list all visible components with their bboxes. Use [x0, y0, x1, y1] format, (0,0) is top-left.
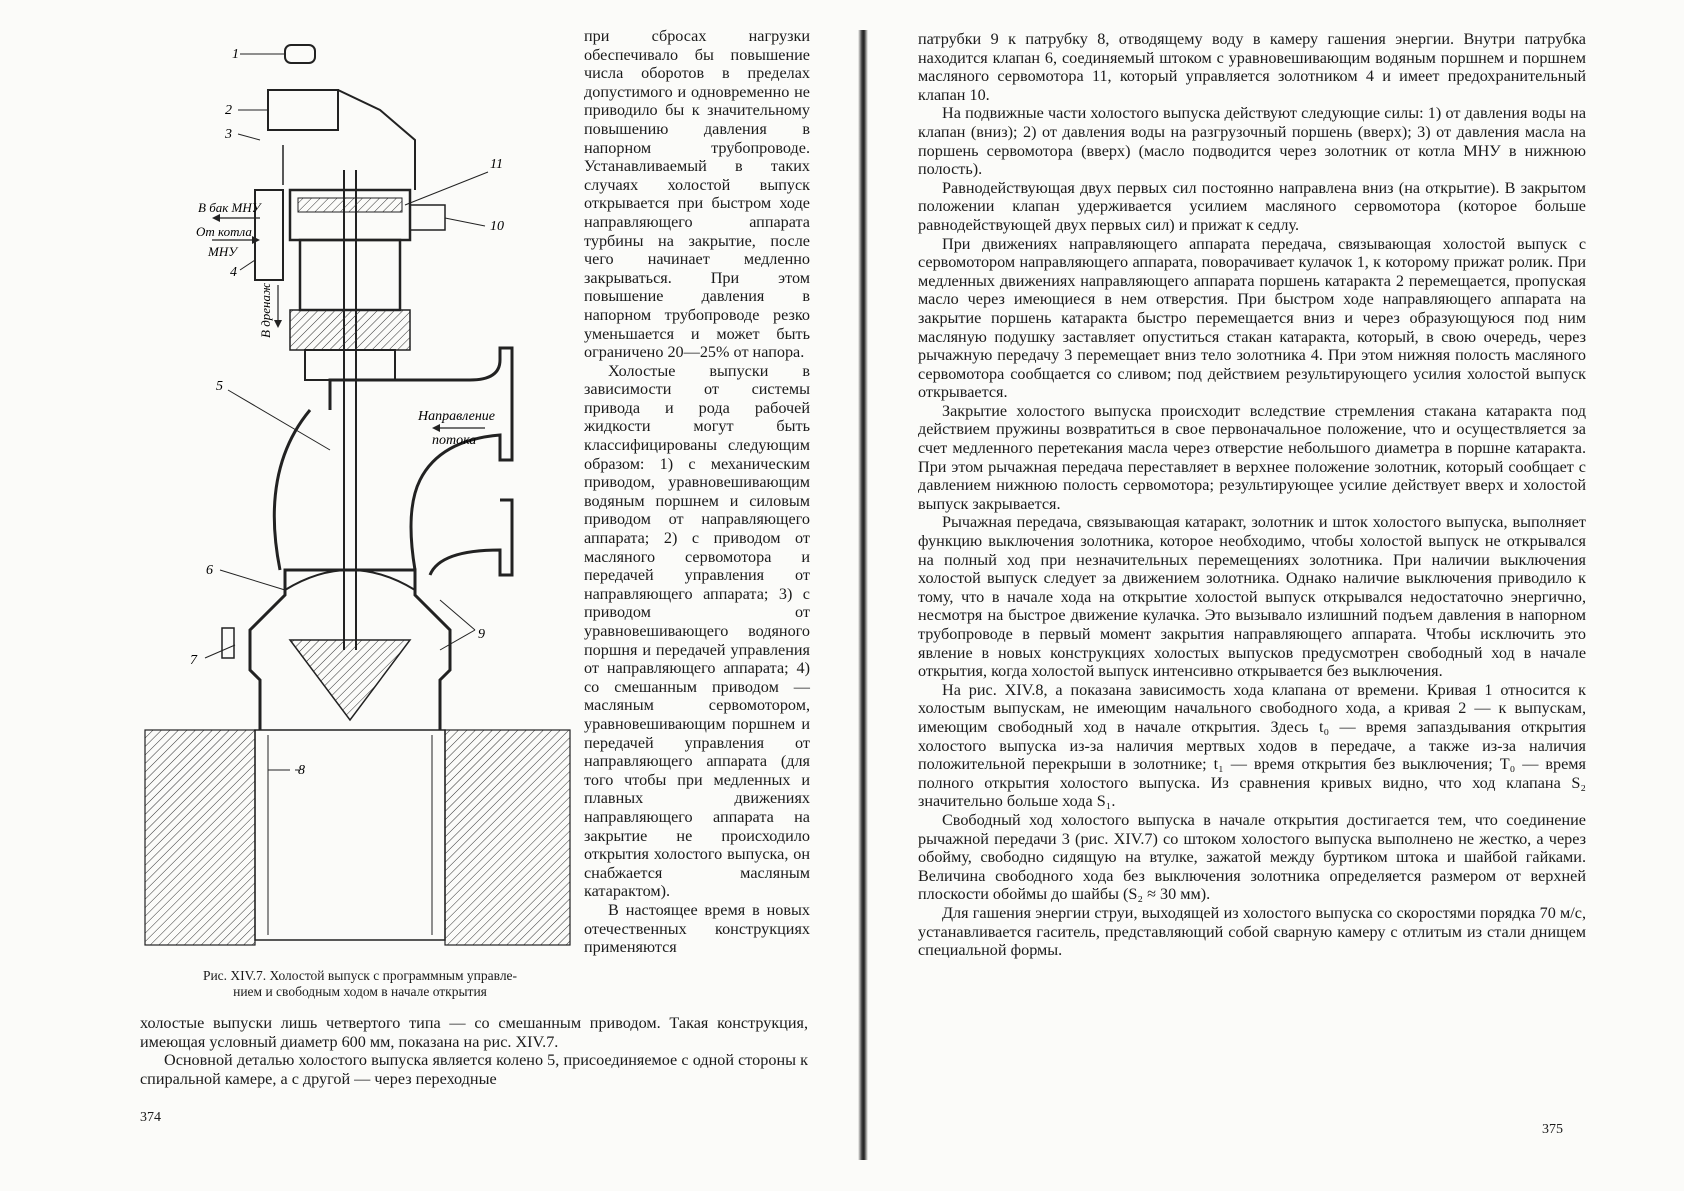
label-7: 7 — [190, 653, 197, 668]
bottom-paragraph-2: Основной деталью холостого выпуска является колено 5, присоединяемое с одной стороны к спиральной камере, а с другой — через переходные — [140, 1051, 808, 1088]
bottom-paragraph-1: холостые выпуски лишь четвертого типа — со смешанным приводом. Такая конструкция, имеющая условный диаметр 600 мм, показана на рис. XIV.7. — [140, 1014, 808, 1051]
label-drain: В дренаж — [258, 282, 273, 338]
book-gutter — [858, 30, 868, 1160]
elbow-5 — [330, 348, 512, 570]
label-to-tank: В бак МНУ — [198, 200, 261, 215]
safety-valve-10 — [410, 205, 445, 230]
outlet-pipe — [255, 730, 445, 940]
right-paragraph-3: Равнодействующая двух первых сил постоянно направлена вниз (на открытие). В закрытом положении клапан удерживается усилием масляного сервомотора (которое больше равнодействующей двух первых сил) и прижат к седлу. — [918, 178, 1586, 234]
right-column — [918, 30, 1586, 960]
right-paragraph-7: На рис. XIV.8, а показана зависимость хода клапана от времени. Кривая 1 относится к холостым выпускам, не имеющим начального свободного хода, а кривая 2 — к выпускам, имеющим свободный ход в начале открытия. Здесь t₀ — время запаздывания открытия холостого выпуска из-за наличия мертвых ходов в передаче, а также из-за наличия положительной перекрыши в золотнике; t₁ — время открытия без выключения; T₀ — время полного открытия холостого выпуска. Из сравнения кривых видно, что ход клапана S₂ значительно больше хода S₁. — [918, 680, 1586, 811]
right-paragraph-9: Для гашения энергии струи, выходящей из холостого выпуска со скоростями порядка 70 м/с, устанавливается гаситель, представляющий собой сварную камеру с отлитым из стали днищем специальной формы. — [918, 903, 1586, 960]
side-paragraph-1: при сбросах нагрузки обеспечивало бы повышение числа оборотов в пределах допустимого и одновременно не приводило бы к значительному повышению давления в напорном трубопроводе. Устанавливаемый в таких случаях холостой выпуск открывается при быстром ходе направляющего аппарата турбины на закрытие, после чего начинает медленно закрываться. При этом повышение давления в напорном трубопроводе резко уменьшается и может быть ограничено 20—25% от напора. — [584, 27, 810, 362]
figure-caption — [140, 968, 580, 1000]
label-11: 11 — [490, 157, 503, 172]
foundation-left — [145, 730, 255, 945]
right-paragraph-6: Рычажная передача, связывающая катаракт, золотник и шток холостого выпуска, выполняет функцию выключения золотника, которое необходимо, чтобы холостой выпуск не открывался на полный ход при незначительных перемещениях золотника. При наличии выключения холостой выпуск следует за движением золотника. Однако наличие выключения приводило к тому, что в начале хода на открытие холостой выпуск открывался недостаточно энергично, несмотря на быстрое движение кулачка. Это вызывало излишний подъем давления в напорном трубопроводе в первый момент закрытия направляющего аппарата. Чтобы исключить это явление в новых конструкциях холостых выпусков предусмотрен свободный ход в начале открытия, когда холостой выпуск интенсивно открывается без выключения. — [918, 513, 1586, 681]
page-number-right: 375 — [1542, 1122, 1563, 1137]
right-paragraph-8: Свободный ход холостого выпуска в начале открытия достигается тем, что соединение рычажной передачи 3 (рис. XIV.7) со штоком холостого выпуска выполнено не жестко, а через обойму, свободно сидящую на втулке, зажатой между буртиком штока и шайбой гайками. Величина свободного хода без выключения золотника определяется размером от верхней плоскости обоймы до шайбы (S₂ ≈ 30 мм). — [918, 810, 1586, 904]
label-8: 8 — [298, 763, 305, 778]
right-paragraph-4: При движениях направляющего аппарата передача, связывающая холостой выпуск с сервомотором направляющего аппарата, поворачивает кулачок 1, к которому прижат ролик. При медленных движениях направляющего аппарата поршень катаракта 2 перемещается, пропуская масло через имеющиеся в нем отверстия. При быстром ходе направляющего аппарата на закрытие поршень катаракта быстро перемещается вниз и через образующуюся под ним масляную подушку заставляет опуститься стакан катаракта, который, в свою очередь, через рычажную передачу 3 перемещает вниз тело золотника 4. При этом нижняя полость масляного сервомотора сообщается со сливом; под действием результирующего усилия холостой выпуск открывается. — [918, 234, 1586, 402]
right-paragraph-2: На подвижные части холостого выпуска действуют следующие силы: 1) от давления воды на клапан (вниз); 2) от давления воды на разгрузочный поршень (вверх); 3) от давления масла на поршень сервомотора (вверх) (масло подводится через золотник от котла МНУ в нижнюю полость). — [918, 104, 1586, 179]
side-column — [584, 27, 810, 957]
label-5: 5 — [216, 379, 223, 394]
right-page — [872, 0, 1684, 1191]
label-4: 4 — [230, 265, 237, 280]
valve-figure — [140, 30, 580, 960]
label-3: 3 — [225, 127, 232, 142]
caption-line-1: Рис. XIV.7. Холостой выпуск с программным управле- — [202, 968, 518, 983]
label-2: 2 — [225, 103, 232, 118]
label-flow: потока — [432, 433, 477, 448]
cam-1 — [285, 45, 315, 63]
label-1: 1 — [232, 47, 239, 62]
label-mnu: МНУ — [208, 244, 237, 259]
label-10: 10 — [490, 219, 504, 234]
label-from-boiler: От котла — [196, 224, 252, 239]
page-number-left: 374 — [140, 1110, 161, 1125]
caption-line-2: нием и свободным ходом в начале открытия — [233, 984, 487, 999]
label-flow-direction: Направление — [418, 409, 496, 424]
foundation-right — [445, 730, 570, 945]
bottom-text — [140, 1014, 808, 1088]
right-paragraph-1: патрубки 9 к патрубку 8, отводящему воду в камеру гашения энергии. Внутри патрубка находится клапан 6, соединяемый штоком с уравновешивающим водяным поршнем и поршнем масляного сервомотора 11, который управляется золотником 4 и имеет предохранительный клапан 10. — [918, 30, 1586, 104]
side-paragraph-3: В настоящее время в новых отечественных конструкциях применяются — [584, 900, 810, 957]
cataract-2 — [268, 90, 338, 130]
label-9: 9 — [478, 627, 485, 642]
side-paragraph-2: Холостые выпуски в зависимости от системы привода и рода рабочей жидкости могут быть классифицированы следующим образом: 1) с механическим приводом, уравновешивающим водяным поршнем и силовым приводом от направляющего аппарата; 2) с приводом от масляного сервомотора и передачей управления от направляющего аппарата; 3) с приводом от уравновешивающего водяного поршня и передачей управления от направляющего аппарата; 4) со смешанным приводом — масляным сервомотором, уравновешивающим поршнем и передачей управления от направляющего аппарата (для того чтобы при медленных и плавных движениях направляющего аппарата на закрытие не происходило открытия холостого выпуска, он снабжается масляным катарактом). — [584, 361, 810, 901]
label-6: 6 — [206, 563, 213, 578]
valve-cone — [290, 640, 410, 720]
right-paragraph-5: Закрытие холостого выпуска происходит вследствие стремления стакана катаракта под действием пружины возвратиться в свое первоначальное положение, что и осуществляется за счет медленного перетекания масла через отверстие небольшого диаметра в поршне катаракта. При этом рычажная передача переставляет в верхнее положение золотник, который сообщает с давлением нижнюю полость сервомотора; результирующее усилие действует вверх и холостой выпуск закрывается. — [918, 401, 1586, 513]
